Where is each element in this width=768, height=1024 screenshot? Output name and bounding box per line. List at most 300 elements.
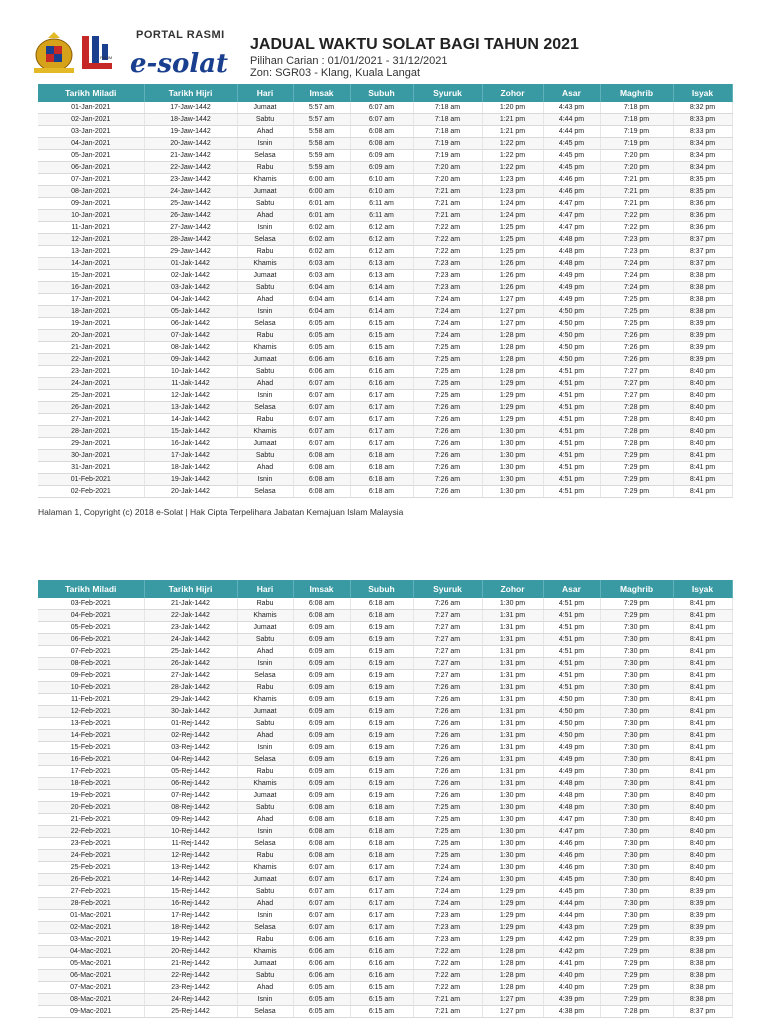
table-cell: Selasa	[237, 1006, 293, 1018]
table-cell: 1:21 pm	[482, 114, 543, 126]
table-cell: 13-Jak-1442	[144, 402, 237, 414]
table-cell: Sabtu	[237, 366, 293, 378]
table-cell: 5:57 am	[293, 114, 350, 126]
table-cell: 1:31 pm	[482, 754, 543, 766]
table-cell: 29-Jan-2021	[38, 438, 144, 450]
table-cell: 23-Jaw-1442	[144, 174, 237, 186]
table-cell: 4:51 pm	[543, 634, 600, 646]
table-cell: 22-Jak-1442	[144, 610, 237, 622]
table-cell: 6:07 am	[350, 114, 413, 126]
table-cell: Sabtu	[237, 802, 293, 814]
table-cell: 8:40 pm	[673, 402, 732, 414]
table-cell: 25-Jak-1442	[144, 646, 237, 658]
table-cell: Jumaat	[237, 270, 293, 282]
table-cell: 20-Feb-2021	[38, 802, 144, 814]
table-cell: 7:28 pm	[600, 426, 673, 438]
table-row	[38, 982, 732, 994]
table-cell: 6:04 am	[293, 294, 350, 306]
table-cell: Jumaat	[237, 622, 293, 634]
table-cell: 7:26 am	[413, 682, 482, 694]
table-cell: 4:45 pm	[543, 138, 600, 150]
table-cell: Rabu	[237, 414, 293, 426]
table-cell: 7:24 pm	[600, 258, 673, 270]
table-cell: 7:26 am	[413, 778, 482, 790]
table-cell: 10-Jak-1442	[144, 366, 237, 378]
table-cell: 7:30 pm	[600, 910, 673, 922]
table-row	[38, 838, 732, 850]
table-cell: 6:19 am	[350, 670, 413, 682]
table-cell: 8:41 pm	[673, 658, 732, 670]
table-cell: 7:23 am	[413, 258, 482, 270]
table-cell: 8:41 pm	[673, 706, 732, 718]
table-cell: 1:31 pm	[482, 682, 543, 694]
table-cell: Selasa	[237, 754, 293, 766]
table-cell: Khamis	[237, 862, 293, 874]
table-cell: 8:38 pm	[673, 306, 732, 318]
table-cell: 07-Jak-1442	[144, 330, 237, 342]
table-cell: 08-Jak-1442	[144, 342, 237, 354]
table-cell: 8:40 pm	[673, 438, 732, 450]
table-cell: 4:48 pm	[543, 246, 600, 258]
table-cell: 7:26 am	[413, 718, 482, 730]
table-cell: 7:24 am	[413, 294, 482, 306]
table-cell: Isnin	[237, 390, 293, 402]
table-cell: 8:41 pm	[673, 670, 732, 682]
table-cell: 1:29 pm	[482, 402, 543, 414]
table-cell: 7:18 am	[413, 102, 482, 114]
column-header: Asar	[543, 84, 600, 102]
column-header: Subuh	[350, 84, 413, 102]
table-cell: 6:16 am	[350, 958, 413, 970]
table-cell: 4:47 pm	[543, 814, 600, 826]
table-cell: 7:29 pm	[600, 450, 673, 462]
table-cell: 6:08 am	[293, 850, 350, 862]
table-cell: 02-Jan-2021	[38, 114, 144, 126]
table-cell: 7:30 pm	[600, 754, 673, 766]
column-header: Hari	[237, 580, 293, 598]
table-row	[38, 318, 732, 330]
table-cell: 8:38 pm	[673, 294, 732, 306]
table-cell: 7:26 am	[413, 450, 482, 462]
table-cell: 21-Jan-2021	[38, 342, 144, 354]
table-cell: 6:09 am	[293, 670, 350, 682]
column-header: Subuh	[350, 580, 413, 598]
table-cell: 7:26 am	[413, 598, 482, 610]
table-cell: 6:06 am	[293, 366, 350, 378]
table-row	[38, 826, 732, 838]
table-cell: 6:17 am	[350, 414, 413, 426]
portal-label: PORTAL RASMI	[136, 29, 225, 41]
table-cell: 27-Jak-1442	[144, 670, 237, 682]
table-row	[38, 342, 732, 354]
table-cell: 03-Jak-1442	[144, 282, 237, 294]
table-cell: 11-Jan-2021	[38, 222, 144, 234]
table-cell: 1:24 pm	[482, 210, 543, 222]
table-cell: 8:37 pm	[673, 1006, 732, 1018]
table-cell: 26-Jaw-1442	[144, 210, 237, 222]
table-cell: 02-Jak-1442	[144, 270, 237, 282]
table-row	[38, 682, 732, 694]
table-cell: 7:27 am	[413, 670, 482, 682]
column-header: Tarikh Miladi	[38, 84, 144, 102]
table-row	[38, 126, 732, 138]
table-row	[38, 114, 732, 126]
table-cell: 1:30 pm	[482, 874, 543, 886]
table-cell: 4:51 pm	[543, 378, 600, 390]
table-cell: Jumaat	[237, 102, 293, 114]
table-cell: 8:36 pm	[673, 222, 732, 234]
table-cell: 7:23 pm	[600, 234, 673, 246]
table-cell: 14-Feb-2021	[38, 730, 144, 742]
table-cell: 6:10 am	[350, 186, 413, 198]
table-cell: 02-Rej-1442	[144, 730, 237, 742]
table-row	[38, 886, 732, 898]
table-cell: 1:31 pm	[482, 742, 543, 754]
table-cell: 1:28 pm	[482, 982, 543, 994]
table-cell: 1:30 pm	[482, 486, 543, 498]
table-row	[38, 294, 732, 306]
table-cell: 8:34 pm	[673, 162, 732, 174]
table-cell: 6:19 am	[350, 658, 413, 670]
table-cell: 7:26 am	[413, 742, 482, 754]
table-cell: 6:08 am	[293, 486, 350, 498]
table-cell: 4:51 pm	[543, 622, 600, 634]
table-cell: 18-Rej-1442	[144, 922, 237, 934]
table-cell: 07-Mac-2021	[38, 982, 144, 994]
table-cell: 8:41 pm	[673, 598, 732, 610]
table-row	[38, 862, 732, 874]
table-cell: 8:41 pm	[673, 694, 732, 706]
table-cell: 16-Jan-2021	[38, 282, 144, 294]
table-cell: 05-Jan-2021	[38, 150, 144, 162]
table-cell: 6:04 am	[293, 306, 350, 318]
table-row	[38, 706, 732, 718]
table-cell: 25-Jaw-1442	[144, 198, 237, 210]
table-cell: 08-Feb-2021	[38, 658, 144, 670]
table-cell: 30-Jan-2021	[38, 450, 144, 462]
table-cell: 1:31 pm	[482, 718, 543, 730]
table-cell: 7:25 pm	[600, 294, 673, 306]
table-cell: 1:30 pm	[482, 790, 543, 802]
table-cell: 7:30 pm	[600, 670, 673, 682]
table-cell: 8:41 pm	[673, 742, 732, 754]
table-cell: 8:38 pm	[673, 282, 732, 294]
table-cell: 1:27 pm	[482, 306, 543, 318]
table-cell: Selasa	[237, 670, 293, 682]
table-cell: 6:06 am	[293, 354, 350, 366]
table-cell: 6:11 am	[350, 198, 413, 210]
table-cell: 4:50 pm	[543, 318, 600, 330]
table-row	[38, 946, 732, 958]
table-cell: 09-Rej-1442	[144, 814, 237, 826]
table-row	[38, 390, 732, 402]
table-cell: Sabtu	[237, 198, 293, 210]
table-cell: 4:48 pm	[543, 802, 600, 814]
table-cell: 8:41 pm	[673, 474, 732, 486]
column-header: Isyak	[673, 84, 732, 102]
table-cell: 16-Feb-2021	[38, 754, 144, 766]
table-cell: 4:51 pm	[543, 682, 600, 694]
table-row	[38, 282, 732, 294]
table-cell: 4:44 pm	[543, 114, 600, 126]
table-cell: 01-Rej-1442	[144, 718, 237, 730]
page-footer: Halaman 1, Copyright (c) 2018 e-Solat | Hak Cipta Terpelihara Jabatan Kemajuan Islam Malaysia	[38, 507, 404, 517]
table-cell: 7:22 am	[413, 946, 482, 958]
table-cell: 6:09 am	[293, 646, 350, 658]
table-cell: 6:19 am	[350, 682, 413, 694]
table-cell: 7:26 pm	[600, 354, 673, 366]
table-cell: 18-Jan-2021	[38, 306, 144, 318]
table-cell: 4:46 pm	[543, 850, 600, 862]
table-cell: 6:16 am	[350, 366, 413, 378]
table-cell: 4:49 pm	[543, 270, 600, 282]
table-cell: 6:06 am	[293, 946, 350, 958]
table-cell: 6:16 am	[350, 378, 413, 390]
table-cell: Khamis	[237, 258, 293, 270]
table-cell: 8:40 pm	[673, 826, 732, 838]
table-cell: 7:26 pm	[600, 330, 673, 342]
table-row	[38, 754, 732, 766]
table-cell: 14-Rej-1442	[144, 874, 237, 886]
table-cell: 6:19 am	[350, 754, 413, 766]
table-cell: 1:22 pm	[482, 162, 543, 174]
table-cell: Isnin	[237, 138, 293, 150]
table-cell: 19-Jaw-1442	[144, 126, 237, 138]
table-cell: 7:19 pm	[600, 138, 673, 150]
table-cell: 6:09 am	[293, 682, 350, 694]
table-cell: 6:17 am	[350, 922, 413, 934]
table-cell: 6:15 am	[350, 330, 413, 342]
table-cell: 6:18 am	[350, 610, 413, 622]
table-cell: Sabtu	[237, 634, 293, 646]
table-cell: 6:18 am	[350, 814, 413, 826]
table-cell: 7:26 am	[413, 486, 482, 498]
table-cell: 14-Jan-2021	[38, 258, 144, 270]
table-cell: Rabu	[237, 246, 293, 258]
table-cell: 8:33 pm	[673, 114, 732, 126]
table-row	[38, 898, 732, 910]
table-cell: 6:12 am	[350, 234, 413, 246]
table-cell: 7:27 am	[413, 610, 482, 622]
table-cell: 8:40 pm	[673, 414, 732, 426]
table-cell: 4:51 pm	[543, 366, 600, 378]
table-cell: 09-Mac-2021	[38, 1006, 144, 1018]
table-cell: 4:44 pm	[543, 898, 600, 910]
table-cell: 7:22 am	[413, 958, 482, 970]
table-cell: 21-Jak-1442	[144, 598, 237, 610]
table-cell: 1:28 pm	[482, 354, 543, 366]
table-cell: 6:08 am	[350, 126, 413, 138]
table-cell: 1:31 pm	[482, 778, 543, 790]
table-cell: 1:30 pm	[482, 802, 543, 814]
table-row	[38, 622, 732, 634]
table-cell: Isnin	[237, 474, 293, 486]
table-row	[38, 598, 732, 610]
table-cell: 24-Jaw-1442	[144, 186, 237, 198]
table-cell: 1:27 pm	[482, 318, 543, 330]
table-row	[38, 306, 732, 318]
table-cell: 1:26 pm	[482, 270, 543, 282]
table-row	[38, 378, 732, 390]
table-cell: 10-Feb-2021	[38, 682, 144, 694]
table-cell: 4:51 pm	[543, 670, 600, 682]
table-cell: 7:29 pm	[600, 598, 673, 610]
table-cell: 8:41 pm	[673, 646, 732, 658]
table-cell: 31-Jan-2021	[38, 462, 144, 474]
table-cell: 03-Mac-2021	[38, 934, 144, 946]
table-cell: 1:31 pm	[482, 610, 543, 622]
table-cell: 1:20 pm	[482, 102, 543, 114]
table-cell: 6:19 am	[350, 766, 413, 778]
table-row	[38, 634, 732, 646]
table-cell: 8:41 pm	[673, 462, 732, 474]
table-cell: 6:07 am	[350, 102, 413, 114]
table-cell: 1:29 pm	[482, 910, 543, 922]
table-cell: 1:26 pm	[482, 258, 543, 270]
table-cell: 1:30 pm	[482, 474, 543, 486]
table-cell: 21-Rej-1442	[144, 958, 237, 970]
table-cell: 6:07 am	[293, 922, 350, 934]
table-cell: 4:51 pm	[543, 658, 600, 670]
table-cell: 6:15 am	[350, 318, 413, 330]
table-cell: 7:22 am	[413, 234, 482, 246]
table-cell: Khamis	[237, 174, 293, 186]
table-cell: 7:20 pm	[600, 150, 673, 162]
column-header: Tarikh Hijri	[144, 580, 237, 598]
table-cell: Khamis	[237, 778, 293, 790]
table-cell: 01-Mac-2021	[38, 910, 144, 922]
table-cell: 8:41 pm	[673, 610, 732, 622]
column-header: Syuruk	[413, 84, 482, 102]
table-cell: 6:15 am	[350, 994, 413, 1006]
table-cell: 7:25 am	[413, 850, 482, 862]
table-cell: 4:48 pm	[543, 790, 600, 802]
table-cell: 05-Jak-1442	[144, 306, 237, 318]
table-cell: 8:40 pm	[673, 378, 732, 390]
table-cell: Selasa	[237, 838, 293, 850]
table-cell: Selasa	[237, 234, 293, 246]
table-cell: 6:15 am	[350, 982, 413, 994]
table-cell: 4:41 pm	[543, 958, 600, 970]
table-cell: 8:41 pm	[673, 718, 732, 730]
table-cell: 6:09 am	[293, 622, 350, 634]
table-cell: 8:35 pm	[673, 186, 732, 198]
table-cell: 6:01 am	[293, 198, 350, 210]
table-cell: 1:25 pm	[482, 222, 543, 234]
table-cell: 6:17 am	[350, 402, 413, 414]
zone-label: Zon: SGR03 - Klang, Kuala Langat	[250, 67, 420, 79]
table-cell: 7:29 pm	[600, 486, 673, 498]
table-cell: 22-Jan-2021	[38, 354, 144, 366]
table-cell: 7:30 pm	[600, 682, 673, 694]
table-cell: 6:13 am	[350, 270, 413, 282]
table-cell: Rabu	[237, 162, 293, 174]
table-cell: 8:38 pm	[673, 970, 732, 982]
column-header: Tarikh Miladi	[38, 580, 144, 598]
table-cell: 6:07 am	[293, 390, 350, 402]
table-cell: 29-Jaw-1442	[144, 246, 237, 258]
table-cell: 13-Rej-1442	[144, 862, 237, 874]
table-cell: 4:51 pm	[543, 474, 600, 486]
table-cell: Ahad	[237, 898, 293, 910]
table-cell: 8:39 pm	[673, 318, 732, 330]
table-cell: 6:02 am	[293, 234, 350, 246]
table-cell: 7:21 pm	[600, 174, 673, 186]
table-cell: 6:02 am	[293, 246, 350, 258]
table-row	[38, 354, 732, 366]
table-cell: 8:41 pm	[673, 754, 732, 766]
table-cell: 8:38 pm	[673, 270, 732, 282]
table-cell: 5:59 am	[293, 150, 350, 162]
table-cell: Selasa	[237, 150, 293, 162]
table-row	[38, 658, 732, 670]
table-cell: 02-Mac-2021	[38, 922, 144, 934]
table-cell: Sabtu	[237, 114, 293, 126]
table-cell: Isnin	[237, 306, 293, 318]
table-cell: 7:29 pm	[600, 982, 673, 994]
table-cell: 4:47 pm	[543, 222, 600, 234]
column-header: Imsak	[293, 580, 350, 598]
table-cell: Ahad	[237, 462, 293, 474]
table-cell: 1:25 pm	[482, 246, 543, 258]
table-cell: 1:31 pm	[482, 766, 543, 778]
table-cell: 7:20 am	[413, 162, 482, 174]
table-cell: 8:39 pm	[673, 922, 732, 934]
table-cell: 8:32 pm	[673, 102, 732, 114]
table-cell: 07-Feb-2021	[38, 646, 144, 658]
table-cell: 22-Rej-1442	[144, 970, 237, 982]
table-cell: 6:18 am	[350, 486, 413, 498]
table-row	[38, 718, 732, 730]
table-cell: 6:17 am	[350, 874, 413, 886]
table-cell: 7:23 am	[413, 922, 482, 934]
table-row	[38, 198, 732, 210]
table-cell: 6:07 am	[293, 438, 350, 450]
table-cell: 4:50 pm	[543, 342, 600, 354]
table-cell: 8:38 pm	[673, 982, 732, 994]
table-cell: 7:19 am	[413, 150, 482, 162]
table-cell: 6:01 am	[293, 210, 350, 222]
table-cell: 8:38 pm	[673, 946, 732, 958]
table-cell: 8:40 pm	[673, 814, 732, 826]
table-cell: 7:26 am	[413, 426, 482, 438]
table-row	[38, 730, 732, 742]
table-cell: 7:29 pm	[600, 958, 673, 970]
table-cell: 03-Rej-1442	[144, 742, 237, 754]
table-cell: 7:24 pm	[600, 270, 673, 282]
table-cell: 7:26 am	[413, 706, 482, 718]
table-cell: 7:22 am	[413, 970, 482, 982]
table-cell: 4:47 pm	[543, 210, 600, 222]
table-cell: 4:48 pm	[543, 778, 600, 790]
table-cell: 4:51 pm	[543, 450, 600, 462]
table-cell: 8:34 pm	[673, 150, 732, 162]
table-cell: 1:27 pm	[482, 994, 543, 1006]
table-row	[38, 790, 732, 802]
table-cell: 8:34 pm	[673, 138, 732, 150]
table-cell: 4:49 pm	[543, 294, 600, 306]
table-cell: Jumaat	[237, 186, 293, 198]
table-cell: 6:07 am	[293, 898, 350, 910]
table-cell: 8:36 pm	[673, 210, 732, 222]
table-cell: 1:30 pm	[482, 850, 543, 862]
table-row	[38, 850, 732, 862]
table-cell: 24-Jan-2021	[38, 378, 144, 390]
table-row	[38, 210, 732, 222]
table-cell: Ahad	[237, 294, 293, 306]
table-cell: 7:26 am	[413, 438, 482, 450]
table-cell: 7:23 am	[413, 910, 482, 922]
